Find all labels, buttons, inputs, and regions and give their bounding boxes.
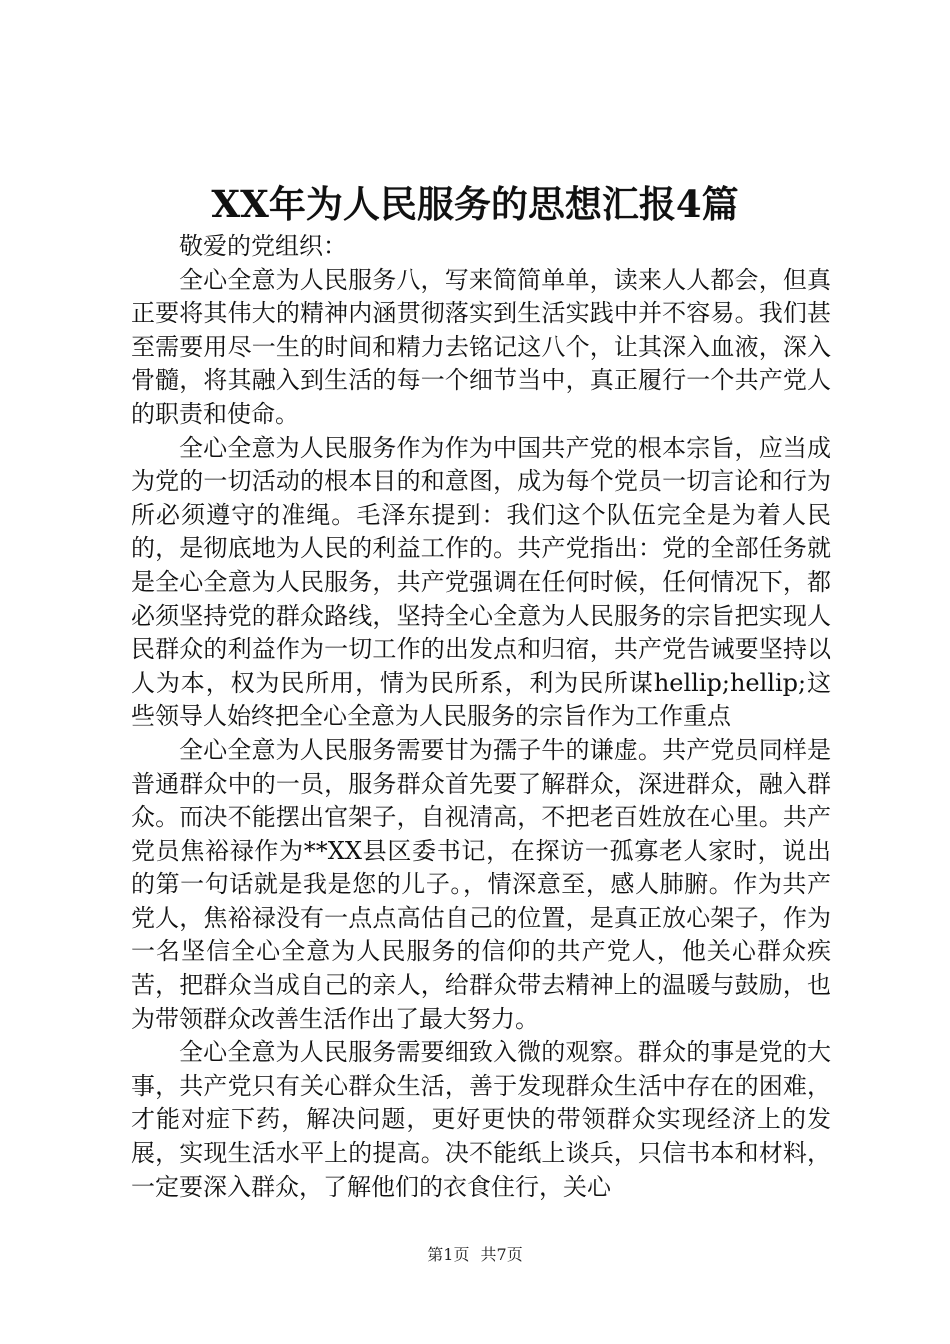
page-number: 第1页 — [427, 1245, 470, 1264]
salutation: 敬爱的党组织： — [179, 232, 347, 260]
paragraph: 全心全意为人民服务需要细致入微的观察。群众的事是党的大事，共产党只有关心群众生活，善于发现群众生活中存在的困难，才能对症下药，解决问题，更好更快的带领群众实现经济上的发展，实现生活水平上的提高。决不能纸上谈兵，只信书本和材料，一定要深入群众，了解他们的衣食住行，关心 — [131, 1038, 831, 1201]
document-title: XX年为人民服务的思想汇报4篇 — [211, 182, 739, 226]
page-footer — [0, 1244, 950, 1266]
paragraph: 全心全意为人民服务需要甘为孺子牛的谦虚。共产党员同样是普通群众中的一员，服务群众首先要了解群众，深进群众，融入群众。而决不能摆出官架子，自视清高，不把老百姓放在心里。共产党员焦裕禄作为**XX县区委书记，在探访一孤寡老人家时，说出的第一句话就是我是您的儿子。，情深意至，感人肺腑。作为共产党人，焦裕禄没有一点点高估自己的位置，是真正放心架子，作为一名坚信全心全意为人民服务的信仰的共产党人，他关心群众疾苦，把群众当成自己的亲人，给群众带去精神上的温暖与鼓励，也为带领群众改善生活作出了最大努力。 — [131, 735, 831, 1033]
paragraph: 全心全意为人民服务八，写来简简单单，读来人人都会，但真正要将其伟大的精神内涵贯彻落实到生活实践中并不容易。我们甚至需要用尽一生的时间和精力去铭记这八个，让其深入血液，深入骨髓，将其融入到生活的每一个细节当中，真正履行一个共产党人的职责和使命。 — [131, 265, 831, 428]
page-total: 共7页 — [480, 1245, 523, 1264]
paragraph: 全心全意为人民服务作为作为中国共产党的根本宗旨，应当成为党的一切活动的根本目的和意图，成为每个党员一切言论和行为所必须遵守的准绳。毛泽东提到：我们这个队伍完全是为着人民的，是彻底地为人民的利益工作的。共产党指出：党的全部任务就是全心全意为人民服务，共产党强调在任何时候，任何情况下，都必须坚持党的群众路线，坚持全心全意为人民服务的宗旨把实现人民群众的利益作为一切工作的出发点和归宿，共产党告诫要坚持以人为本，权为民所用，情为民所系，利为民所谋hellip;hellip;这些领导人始终把全心全意为人民服务的宗旨作为工作重点 — [131, 433, 831, 731]
document-body — [131, 230, 831, 1204]
